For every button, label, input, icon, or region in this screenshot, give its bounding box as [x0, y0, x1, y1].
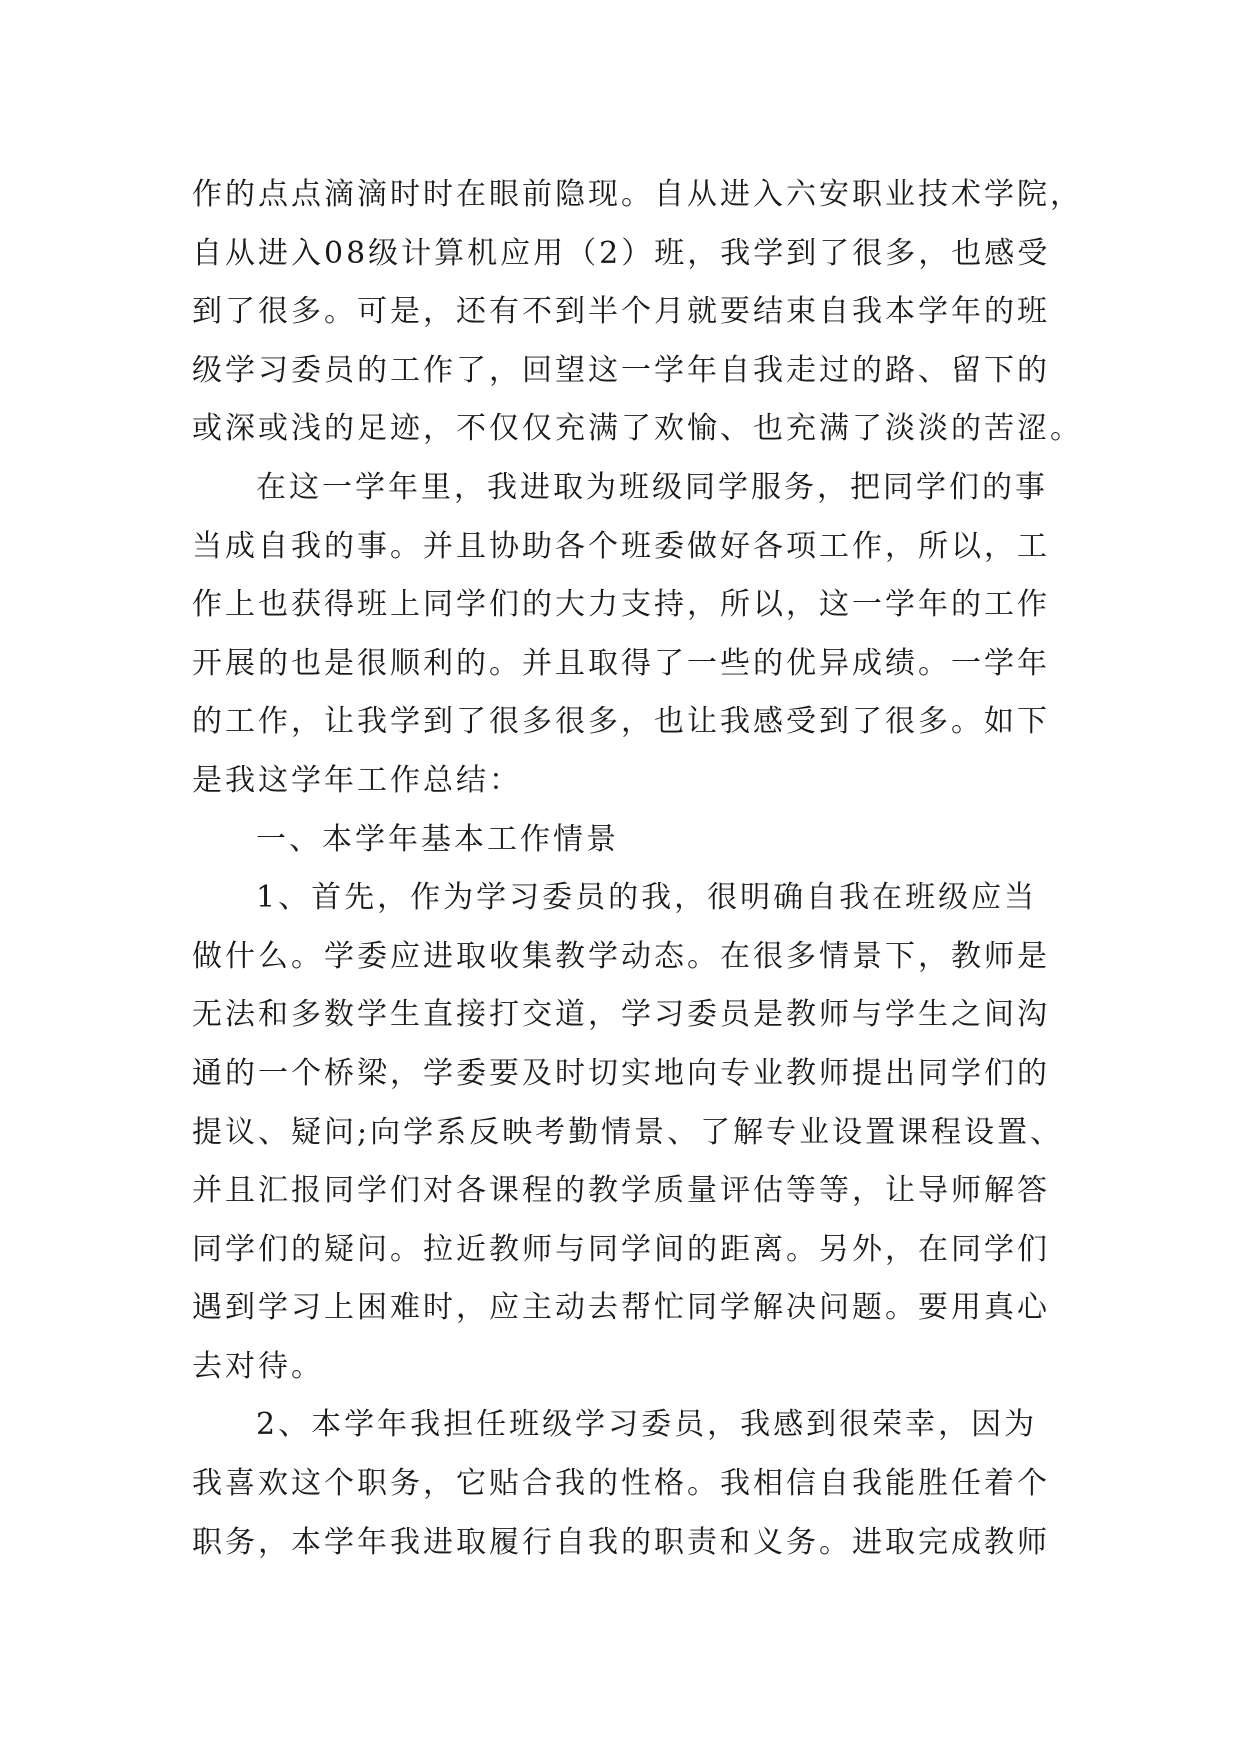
text-line: 级学习委员的工作了，回望这一学年自我走过的路、留下的: [192, 352, 1050, 388]
document-body: [192, 166, 1083, 1572]
text-line: 当成自我的事。并且协助各个班委做好各项工作，所以，工: [192, 528, 1050, 564]
text-line: 职务，本学年我进取履行自我的职责和义务。进取完成教师: [192, 1524, 1050, 1560]
text-line: 开展的也是很顺利的。并且取得了一些的优异成绩。一学年: [192, 645, 1050, 681]
text-line: 通的一个桥梁，学委要及时切实地向专业教师提出同学们的: [192, 1055, 1050, 1091]
text-line: 到了很多。可是，还有不到半个月就要结束自我本学年的班: [192, 294, 1050, 330]
text-line: 去对待。: [192, 1348, 324, 1384]
text-line: 无法和多数学生直接打交道，学习委员是教师与学生之间沟: [192, 997, 1050, 1033]
text-line: 同学们的疑问。拉近教师与同学间的距离。另外，在同学们: [192, 1231, 1050, 1267]
text-line: 做什么。学委应进取收集教学动态。在很多情景下，教师是: [192, 938, 1050, 974]
text-line: 遇到学习上困难时，应主动去帮忙同学解决问题。要用真心: [192, 1290, 1050, 1326]
text-line: 1、首先，作为学习委员的我，很明确自我在班级应当: [256, 880, 1038, 916]
text-line: 2、本学年我担任班级学习委员，我感到很荣幸，因为: [256, 1407, 1038, 1443]
text-line: 或深或浅的足迹，不仅仅充满了欢愉、也充满了淡淡的苦涩。: [192, 411, 1083, 447]
text-line: 是我这学年工作总结：: [192, 762, 522, 798]
text-line: 一、本学年基本工作情景: [256, 821, 619, 857]
text-line: 作上也获得班上同学们的大力支持，所以，这一学年的工作: [192, 587, 1050, 623]
text-line: 自从进入08级计算机应用（2）班，我学到了很多，也感受: [192, 235, 1051, 271]
text-line: 并且汇报同学们对各课程的教学质量评估等等，让导师解答: [192, 1173, 1050, 1209]
text-line: 在这一学年里，我进取为班级同学服务，把同学们的事: [256, 469, 1048, 505]
text-line: 提议、疑问;向学系反映考勤情景、了解专业设置课程设置、: [192, 1114, 1064, 1150]
text-line: 我喜欢这个职务，它贴合我的性格。我相信自我能胜任着个: [192, 1466, 1050, 1502]
text-line: 的工作，让我学到了很多很多，也让我感受到了很多。如下: [192, 704, 1050, 740]
text-line: 作的点点滴滴时时在眼前隐现。自从进入六安职业技术学院，: [192, 177, 1083, 212]
